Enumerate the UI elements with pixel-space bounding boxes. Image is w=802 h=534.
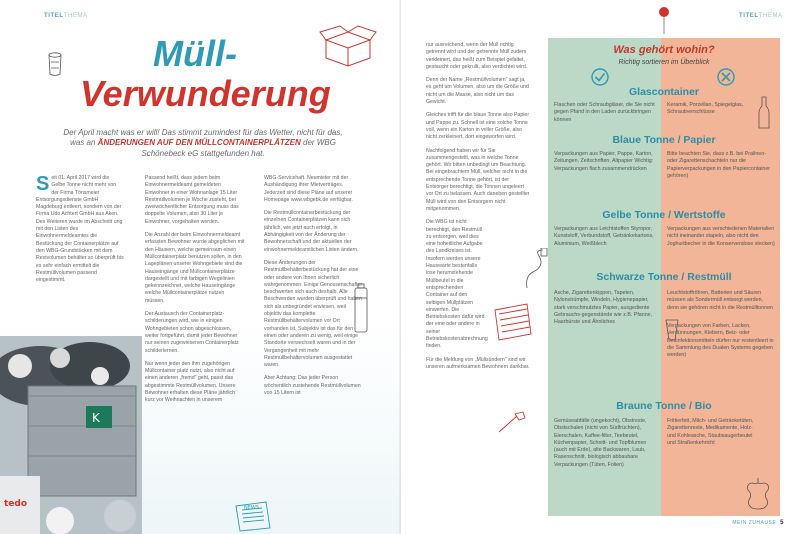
svg-text:tedo: tedo bbox=[4, 499, 28, 509]
article-column-1: Seit 01. April 2017 wird die Gelbe Tonne nicht mehr von der Firma Tönsmeier Entsorgungsdienste GmbH Magdeburg entleert, sondern von der Firma Udo Achtert GmbH aus Aken. Des Weiteren wurde im Abschnitt ung mit den Listen des Einwohnermeldeamtes die Bestückung der Containerplätze auf den WBG-Grundstücken mit dem Restvolumen behälter so überprüft bis es sehr einfach ermittelt die Restmüllvolumen passend eingestimmt. bbox=[36, 173, 124, 284]
box-sketch-icon bbox=[318, 22, 378, 68]
headline bbox=[80, 33, 331, 114]
chips-bag-sketch-icon bbox=[491, 300, 535, 344]
page-footer: MEIN ZUHAUSE 5 bbox=[732, 520, 784, 526]
bin-title-restmuell: Schwarze Tonne / Restmüll bbox=[596, 271, 732, 283]
bin-papier-yes: Verpackungen aus Papier, Pappe, Karton, Zeitungen, Zeitschriften, Altpapier Wichtig: Verpackungen flach zusammendrücken bbox=[554, 151, 654, 172]
bin-bio-no: Frittierfett, Milch- und Getränketüten, Zigarettenreste, Medikamente, Holz- und Kohleasche, Staubsaugerbeutel und Straßenkehricht bbox=[667, 418, 754, 446]
section-tag-left: TITELTHEMA bbox=[44, 13, 88, 19]
headline-line-1: Müll- bbox=[153, 33, 237, 74]
glass-sketch-icon bbox=[664, 318, 680, 342]
svg-text:K: K bbox=[92, 411, 100, 425]
bin-papier-no: Bitte beachten Sie, dass z.B. bei Pralinen- oder Zigarettenschachteln nur die Papierverpackungen in den Papiercontainer gehören) bbox=[667, 151, 771, 179]
pin-icon bbox=[657, 6, 671, 36]
apple-core-sketch-icon bbox=[744, 476, 772, 512]
section-tag-right: TITELTHEMA bbox=[739, 13, 783, 19]
cross-icon bbox=[716, 67, 736, 87]
svg-text:NEWS: NEWS bbox=[244, 505, 260, 511]
bin-title-glas: Glascontainer bbox=[628, 86, 700, 98]
article-column-4: nur ausreichend, wenn der Müll richtig getrennt wird und der getrennte Müll zudem verkleinert, das heißt zum Beispiel gefaltet, gestaucht oder gekrullt, also verdichtet wird. Denn der Name „Restmüllvolumen" sagt ja, es geht um Volumen, also um die Größe und nicht um die Masse, also nicht um das Gewicht. Gleiches trifft für die blaue Tonne also Papier und Pappe zu. Schnell ist eine solche Tonne voll, wenn ein Karton in voller Größe, also nicht zerkleinert, dort eingeworfen wird. Nachfolgend haben wir für Sie zusammengestellt, was in welche Tonne gehört. Wir bitten unbedingt um Beachtung. Bei eingebrachtem Müll, welcher nicht in die entsprechende Tonne gehört, ist der Entsorger berechtigt, die Tonnen ungeleert vor Ort zu belassen. Auch daneben gestellter Müll wird von den Entsorgern nicht mitgenommen. Die WBG ist nicht berechtigt, den Restmüll zu entsorgen, weil dies eine hoheitliche Aufgabe des Landkreises ist. Insofern werden unsere Hauswarte bestenfalls lose herumstehende Müllbeutel in die entsprechenden Container auf den selbigen Müllplätzen einwerfen. Die Betriebskosten dafür wird der eine oder andere in seiner Betriebskostenabrechnung finden. Für die Meldung von „Müllsündern" sind wir unseren aufmerksamen Bewohnern dankbar. bbox=[426, 42, 530, 370]
bin-restmuell-no-2: Verpackungen von Farben, Lacken, Verdünnungen, Klebern, Beiz- oder Desinfektionsmitteln dürfen nur restentleert in die Sammlung des Dualen Systems gegeben werden) bbox=[667, 323, 774, 359]
bin-title-wertstoffe: Gelbe Tonne / Wertstoffe bbox=[602, 209, 726, 221]
intro-paragraph: Der April macht was er will! Das stimmt zumindest für das Wetter, nicht für das, was an ÄNDERUNGEN AUF DEN MÜLLCONTAINERPLÄTZEN der WBG Schönebeck eG stattgefunden hat. bbox=[63, 128, 343, 158]
bin-glas-no: Keramik, Porzellan, Spiegelglas, Schraubverschlüsse bbox=[667, 102, 744, 116]
guide-subtitle: Richtig sortieren im Überblick bbox=[618, 59, 710, 66]
page-number: 5 bbox=[780, 520, 784, 526]
article-column-3: WBG-Servicehaft. Neumieter mit der Aushändigung ihrer Mietverträges. Jederzeit sind diese Pläne auf unserer Homepage www.wbgebk.de verfügbar. Die Restmüllcontainerbestückung der einzelnen Containerplätzen kann sich jährlich, wie jetzt auch erfolgt, in Abhängigkeit von der Änderung der Bewohnerschaft und der aktuellen der einwohnermeldeamtlichen Listen ändern. Diese Änderungen der Restmüllbehälterbestückung hat der eine oder andere von Ihnen sicherlich wahrgenommen. Einige Genossenschafter beschwerten sich auch deshalb. Alle Beschwerden wurden überprüft und haben sich als unbegründet erwiesen, weil objektiv das komplette Restmüllbehältervolumen vor Ort vorhanden ist. Subjektiv ist das für den einen oder anderen zu wenig, weil einige Standorte verwechselt waren und in der Vergangenheit mit mehr Restmüllbehältervolumen ausgestattet waren. Aber Achtung: Das jeder Person wöchentlich zustehende Restmüllvolumen von 15 Litern ist bbox=[264, 175, 363, 397]
bin-restmuell-no: Leuchtstoffröhren, Batterien und Säuren müssen als Sondermüll entsorgt werden, denn sie gehören nicht in die Restmülltonnen bbox=[667, 290, 774, 311]
bin-title-papier: Blaue Tonne / Papier bbox=[612, 134, 716, 146]
bin-restmuell-yes: Asche, Zigarettenkippen, Tapeten, Nylonstrümpfe, Windeln, Hygienepapier, stark verschmutztes Papier, ausgediente Gebrauchs-gegenstände wie z.B. Pfanne, Haarbürste und Ähnliches bbox=[554, 290, 653, 326]
container-photo bbox=[0, 336, 142, 534]
bottle-sketch-icon bbox=[758, 96, 770, 130]
battery-sketch-icon bbox=[352, 282, 370, 334]
intro-emphasis: ÄNDERUNGEN AUF DEN MÜLLCONTAINERPLÄTZEN bbox=[97, 138, 301, 148]
sorting-guide bbox=[548, 38, 780, 516]
bin-title-bio: Braune Tonne / Bio bbox=[616, 400, 712, 412]
bin-bio-yes: Gemüseabfälle (ungekocht), Obstreste, Obstschalen (nicht von Südfrüchten), Eierschalen, Kaffee-filter, Teebeutel, Küchenpapier, Schnitt- und Topfblumen (auch mit Erde), alte Backwaren, Laub, Rasenschnitt, biologisch abbaubare Verpackungen (Tüten, Folien) bbox=[554, 418, 647, 468]
article-column-2: Passend heißt, dass jedem beim Einwohnermeldeamt gemeldeten Einwohner in einer Wohnanlage 15 Liter Restmüllvolumen je Woche zusteht, bei zweiwöchentlicher Entsorgung muss das doppelte Volumen, also 30 Liter je Einwohner, vorgehalten werden. Die Anzahl der beim Einwohnermeldeamt erfassten Bewohner wurde abgeglichen mit den Häusern, welche gemeinsam einen Müllcontainerplatz benutzen sollen, in den Lageplänen unserer Wohngebiete sind die Hauseingänge und Müllcontainerplätze dargestellt und mit farbigen Wegelinien gekennzeichnet, welche Hauseingänge welche Müllcontainerplätze nutzen müssen. Der Austausch der Containerplatz-schilderungen wird, wie in einigen Wohngebieten schon abgeschlossen, weiter fortgeführt, damit jeder Bewohner nur seinen zugewiesenen Containerplatz schilderlernen. Nur wenn jeder den ihm zugehörigen Müllcontainer platz nutzt, also nicht auf einen anderen „fremd" geht, passt das abgestimmte Restmüllvolumen. Unsere Bewohner erhalten diese Pläne jährlich kurz vor Weihnachten in unserem bbox=[145, 175, 245, 404]
toothbrush-sketch-icon bbox=[497, 410, 527, 436]
bin-wertstoffe-no: Verpackungen aus verschiedenen Materialien nicht ineinander stapeln, also nicht den Joghurtbecher in die Konservendose stecken) bbox=[667, 226, 775, 247]
newspaper-sketch-icon bbox=[234, 500, 274, 532]
bin-glas-yes: Flaschen oder Schraubgläser, die Sie nicht gegen Pfand in den Laden zurückbringen können bbox=[554, 102, 655, 123]
can-sketch-icon bbox=[44, 50, 66, 78]
guide-title: Was gehört wohin? bbox=[613, 44, 715, 56]
cable-sketch-icon bbox=[523, 248, 549, 292]
dropcap: S bbox=[36, 173, 50, 195]
check-icon bbox=[590, 67, 610, 87]
bin-wertstoffe-yes: Verpackungen aus Leichtstoffen Styropor, Kunststoff, Verbundstoff, Getränkekartons, Aluminium, Weißblech bbox=[554, 226, 654, 247]
headline-line-2: Verwunderung bbox=[80, 73, 331, 114]
